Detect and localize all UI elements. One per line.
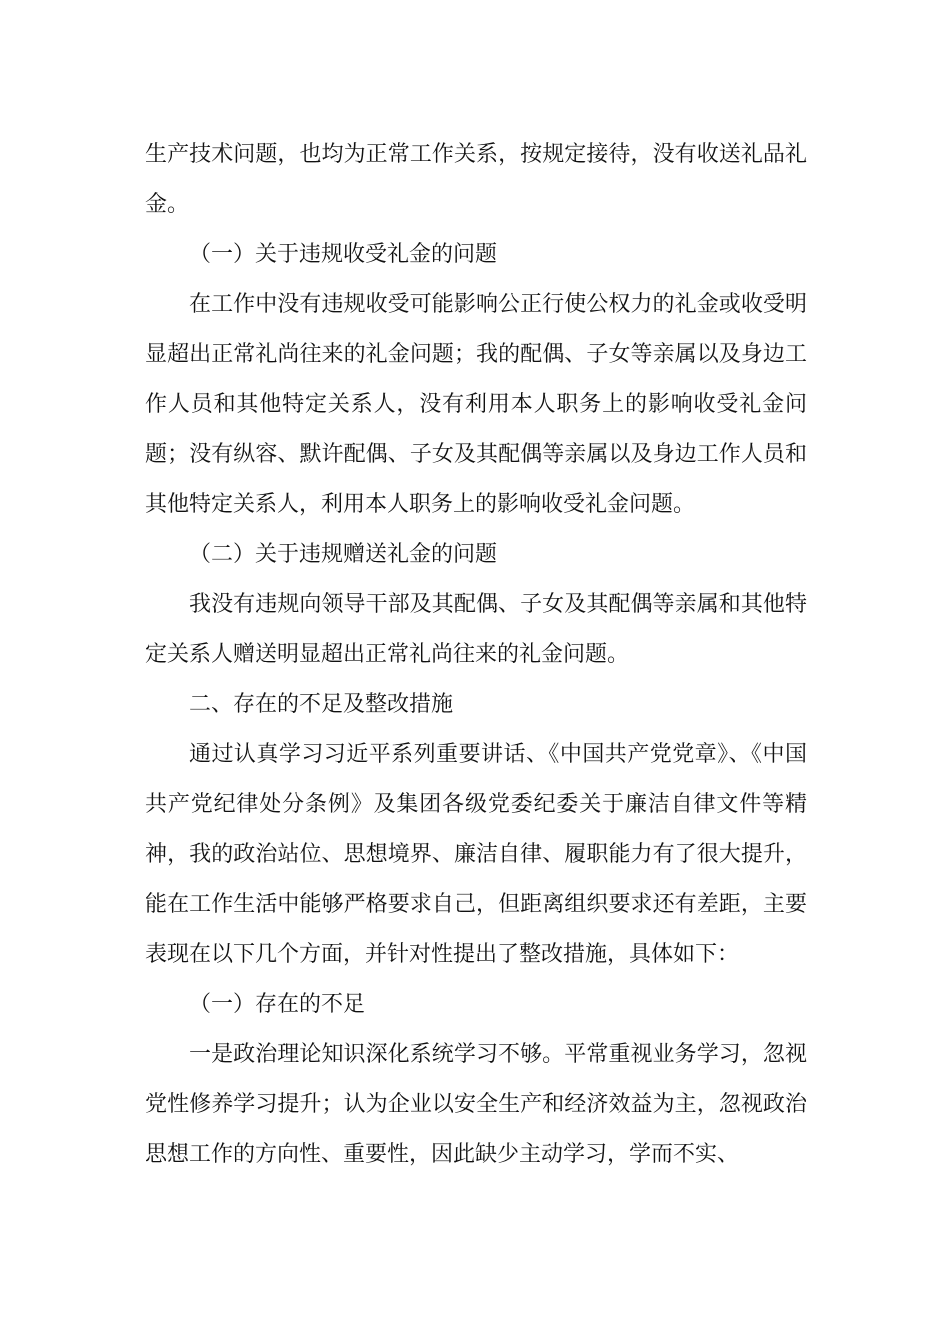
paragraph-shortcoming-one: 一是政治理论知识深化系统学习不够。平常重视业务学习，忽视党性修养学习提升；认为企业以安全生产和经济效益为主，忽视政治思想工作的方向性、重要性，因此缺少主动学习，学而不实、 [145, 1042, 807, 1167]
section-heading-shortcomings: （一）存在的不足 [189, 992, 366, 1017]
section-heading-gift-money-giving: （二）关于违规赠送礼金的问题 [189, 542, 498, 567]
section-heading-gift-money-receiving: （一）关于违规收受礼金的问题 [189, 242, 498, 267]
paragraph-gift-money-giving: 我没有违规向领导干部及其配偶、子女及其配偶等亲属和其他特定关系人赠送明显超出正常礼尚往来的礼金问题。 [145, 592, 807, 667]
document-body [145, 130, 807, 1180]
section-heading-shortcomings-and-rectification: 二、存在的不足及整改措施 [189, 692, 454, 717]
paragraph-gift-money-receiving: 在工作中没有违规收受可能影响公正行使公权力的礼金或收受明显超出正常礼尚往来的礼金问题；我的配偶、子女等亲属以及身边工作人员和其他特定关系人，没有利用本人职务上的影响收受礼金问题；没有纵容、默许配偶、子女及其配偶等亲属以及身边工作人员和其他特定关系人，利用本人职务上的影响收受礼金问题。 [145, 292, 807, 517]
paragraph-continuation: 生产技术问题，也均为正常工作关系，按规定接待，没有收送礼品礼金。 [145, 142, 807, 217]
paragraph-study-summary: 通过认真学习习近平系列重要讲话、《中国共产党党章》、《中国共产党纪律处分条例》及集团各级党委纪委关于廉洁自律文件等精神，我的政治站位、思想境界、廉洁自律、履职能力有了很大提升，能在工作生活中能够严格要求自己，但距离组织要求还有差距，主要表现在以下几个方面，并针对性提出了整改措施，具体如下： [145, 742, 807, 967]
